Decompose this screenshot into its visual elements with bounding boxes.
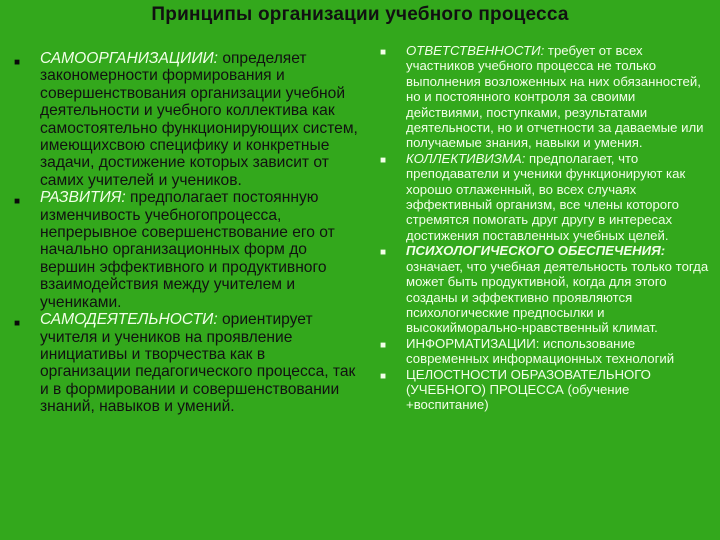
left-column	[14, 50, 360, 416]
list-item-responsibility	[380, 43, 712, 151]
square-bullet-icon: ■	[380, 370, 387, 382]
square-bullet-icon: ■	[14, 318, 21, 330]
principle-heading: САМОДЕЯТЕЛЬНОСТИ:	[40, 311, 218, 329]
principle-description: означает, что учебная деятельность только тогда может быть продуктивной, когда для этого созданы и эффективно проявляются психологические предпосылки и высокийморально-нравственный климат.	[406, 258, 709, 336]
principle-description: предполагает постоянную изменчивость учебногопроцесса, непрерывное совершенствование его от начально организационных форм до вершин эффективного и продуктивного взаимодействия между учителем и учениками.	[40, 189, 335, 311]
principle-description: определяет закономерности формирования и совершенствования организации учебной деятельности и учебного коллектива как самостоятельно функционирующих систем, имеющихсвою специфику и конкретные задачи, достижение которых зависит от самих учителей и учеников.	[40, 50, 358, 189]
square-bullet-icon: ■	[380, 47, 387, 58]
list-item-psychological-support	[380, 243, 712, 335]
principle-heading: ОТВЕТСТВЕННОСТИ:	[406, 43, 545, 58]
principle-heading: ПСИХОЛОГИЧЕСКОГО ОБЕСПЕЧЕНИЯ:	[406, 243, 666, 259]
slide-title: Принципы организации учебного процесса	[151, 4, 569, 25]
square-bullet-icon: ■	[380, 247, 387, 259]
principle-heading: ИНФОРМАТИЗАЦИИ:	[406, 335, 540, 351]
list-item-informatization	[380, 336, 712, 367]
list-item-self-activity	[14, 311, 360, 415]
list-item-collectivism	[380, 151, 712, 243]
principle-description: предполагает, что преподаватели и ученики функционируют как хорошо отлаженный, во всех случаях эффективный организм, все члены которого стремятся помогать друг другу в интересах достижения поставленных учебных целей.	[406, 150, 686, 243]
principle-description: (обучение +воспитание)	[406, 381, 630, 413]
principle-heading: САМООРГАНИЗАЦИИИ:	[40, 50, 218, 67]
square-bullet-icon: ■	[14, 196, 21, 208]
principle-heading: КОЛЛЕКТИВИЗМА:	[406, 150, 526, 166]
list-item-integrity	[380, 367, 712, 413]
right-column	[380, 43, 712, 413]
principle-description: требует от всех участников учебного процесса не только выполнения возложенных на них обязанностей, но и постоянного контроля за своими действиями, поступками, результатами деятельности, но и отчетности за даваемые или получаемые знания, навыки и умения.	[406, 43, 704, 151]
square-bullet-icon: ■	[380, 339, 387, 351]
principle-heading: ЦЕЛОСТНОСТИ ОБРАЗОВАТЕЛЬНОГО (УЧЕБНОГО) ПРОЦЕССА	[406, 366, 651, 397]
principle-description: ориентирует учителя и учеников на проявление инициативы и творчества как в организации педагогического процесса, так и в формировании и совершенствовании знаний, навыков и умений.	[40, 311, 356, 416]
square-bullet-icon: ■	[380, 154, 387, 166]
principle-heading: РАЗВИТИЯ:	[40, 189, 126, 207]
list-item-development	[14, 189, 360, 311]
list-item-self-organization	[14, 50, 360, 189]
principle-description: использование современных информационных технологий	[406, 335, 675, 367]
square-bullet-icon: ■	[14, 57, 21, 68]
